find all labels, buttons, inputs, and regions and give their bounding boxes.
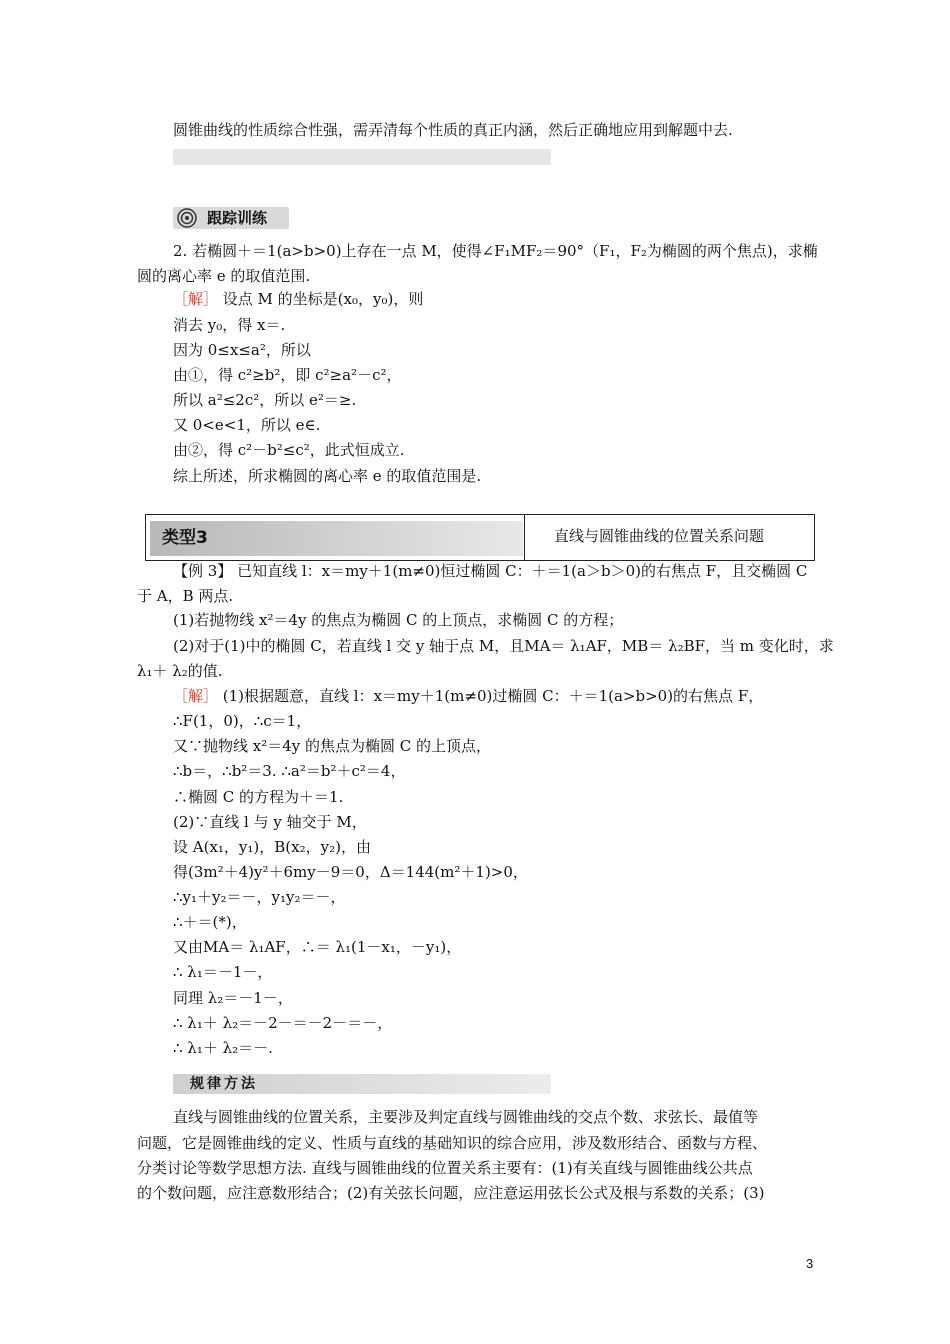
method-badge: 规律方法 [190,1076,258,1092]
tracking-training-label: 跟踪训练 [207,209,268,227]
solution3-line: 又由MA＝ λ₁AF，∴＝ λ₁(1－x₁，－y₁)， [173,938,462,956]
intro-text: 圆锥曲线的性质综合性强，需弄清每个性质的真正内涵，然后正确地应用到解题中去. [173,121,733,139]
solution3-line: ∴y₁＋y₂＝－，y₁y₂＝－， [173,888,346,906]
example-text: 已知直线 l：x＝my＋1(m≠0)恒过椭圆 C：＋＝1(a＞b＞0)的右焦点 F，且交椭圆 C [232,562,808,580]
solution3-line: ∴椭圆 C 的方程为＋＝1. [173,788,344,806]
solution-line: 因为 0≤x≤a²，所以 [173,341,311,359]
solution-line: 综上所述，所求椭圆的离心率 e 的取值范围是. [173,467,482,485]
type3-label-band [150,521,523,556]
solution-line: 由①，得 c²≥b²，即 c²≥a²－c²， [173,366,402,384]
type3-divider [524,515,525,560]
solution-line: 又 0<e<1，所以 e∈. [173,416,321,434]
page-number: 3 [806,1256,814,1271]
example-line-3: (1)若抛物线 x²＝4y 的焦点为椭圆 C 的上顶点，求椭圆 C 的方程； [173,611,624,629]
method-line: 分类讨论等数学思想方法. 直线与圆锥曲线的位置关系主要有：(1)有关直线与圆锥曲线公共点 [137,1159,753,1177]
solution3-line: ∴＋＝(*)， [173,913,247,931]
solution3-first-line [173,686,763,706]
solution3-line: ∴b＝，∴b²＝3. ∴a²＝b²＋c²＝4， [173,762,406,780]
solution-tag: ［解］ [173,290,219,308]
target-icon [177,208,197,228]
solution3-line: 同理 λ₂＝－1－， [173,989,293,1007]
example-line-1 [173,561,807,581]
solution-line: 消去 y₀，得 x＝. [173,316,286,334]
method-line: 问题，它是圆锥曲线的定义、性质与直线的基础知识的综合应用，涉及数形结合、函数与方程、 [137,1134,768,1152]
solution3-tag: ［解］ [173,687,219,705]
method-line: 直线与圆锥曲线的位置关系，主要涉及判定直线与圆锥曲线的交点个数、求弦长、最值等 [173,1108,759,1126]
solution3-line: 又∵抛物线 x²＝4y 的焦点为椭圆 C 的上顶点， [173,737,492,755]
solution-text: 设点 M 的坐标是(x₀，y₀)，则 [218,290,424,308]
solution-line: 所以 a²≤2c²，所以 e²＝≥. [173,391,357,409]
solution-line: 由②，得 c²－b²≤c²，此式恒成立. [173,441,405,459]
solution3-line: 得(3m²＋4)y²＋6my－9＝0，Δ＝144(m²＋1)>0， [173,863,528,881]
example-line-5: λ₁＋ λ₂的值. [137,662,223,680]
type3-header [145,514,815,561]
solution3-line: ∴ λ₁＝－1－， [173,963,273,981]
solution3-line: (2)∵直线 l 与 y 轴交于 M， [173,813,367,831]
solution-first-line [173,289,423,309]
solution3-line: ∴ λ₁＋ λ₂＝－. [173,1039,273,1057]
solution3-line: 设 A(x₁，y₁)，B(x₂，y₂)，由 [173,838,371,856]
method-line: 的个数问题，应注意数形结合；(2)有关弦长问题，应注意运用弦长公式及根与系数的关系；(3) [137,1184,765,1202]
example-tag: 【例 3】 [173,562,233,580]
tracking-training-badge [173,207,289,229]
question-line-1: 2. 若椭圆＋＝1(a>b>0)上存在一点 M，使得∠F₁MF₂＝90°（F₁，F₂为椭圆的两个焦点)，求椭 [173,242,818,260]
type3-label: 类型3 [162,528,208,548]
divider-bar [173,149,551,165]
example-line-2: 于 A，B 两点. [137,587,234,605]
type3-title: 直线与圆锥曲线的位置关系问题 [554,527,765,545]
example-line-4: (2)对于(1)中的椭圆 C，若直线 l 交 y 轴于点 M，且MA＝ λ₁AF，MB＝ λ₂BF，当 m 变化时，求 [173,637,834,655]
solution3-text: (1)根据题意，直线 l：x＝my＋1(m≠0)过椭圆 C：＋＝1(a>b>0)的右焦点 F， [218,687,764,705]
solution3-line: ∴ λ₁＋ λ₂＝－2－＝－2－＝－， [173,1014,393,1032]
solution3-line: ∴F(1，0)，∴c＝1， [173,712,312,730]
question-line-2: 圆的离心率 e 的取值范围. [137,267,311,285]
